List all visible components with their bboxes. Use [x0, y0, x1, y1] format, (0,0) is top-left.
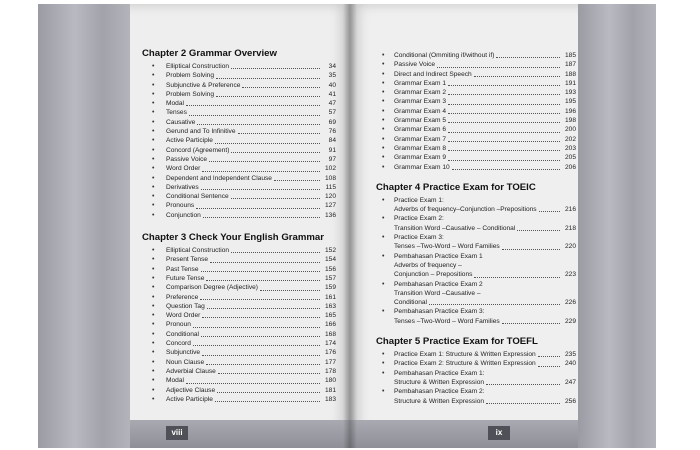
toc-entry-heading: • Pembahasan Practice Exam 1 [394, 252, 483, 260]
chapter-title: Chapter 2 Grammar Overview [142, 48, 277, 59]
toc-entry-page: 218 [564, 224, 576, 232]
toc-list [142, 62, 336, 220]
toc-entry-row [394, 270, 576, 279]
dot-leader [517, 230, 560, 231]
toc-entry [376, 107, 576, 116]
dot-leader [201, 336, 320, 337]
dot-leader [448, 122, 560, 123]
toc-entry-row [394, 378, 576, 387]
dot-leader [448, 150, 560, 151]
toc-entry-title: Structure & Written Expression [394, 397, 485, 405]
toc-entry [376, 387, 576, 406]
chapter-title: Chapter 3 Check Your English Grammar [142, 232, 324, 244]
dot-leader [448, 132, 560, 133]
dot-leader [502, 323, 560, 324]
toc-entry [376, 116, 576, 125]
toc-entry-page: 166 [324, 321, 336, 329]
toc-entry-page: 191 [564, 79, 576, 87]
toc-entry [142, 164, 336, 173]
toc-entry-page: 174 [324, 340, 336, 348]
toc-entry-title: • Grammar Exam 5 [394, 117, 447, 125]
toc-entry-title: • Concord [166, 340, 191, 348]
toc-entry-title: • Noun Clause [166, 358, 205, 366]
toc-entry-page: 203 [564, 144, 576, 152]
right-page-number: ix [488, 426, 510, 440]
dot-leader [242, 87, 320, 88]
toc-entry [376, 196, 576, 215]
toc-chapter [142, 232, 336, 404]
toc-entry-row [394, 242, 576, 251]
toc-entry [142, 376, 336, 385]
toc-entry-title: • Active Participle [166, 395, 213, 403]
toc-entry-title: • Grammar Exam 4 [394, 107, 447, 115]
toc-entry-page: 223 [564, 271, 576, 279]
toc-entry [142, 302, 336, 311]
toc-entry-row [394, 397, 576, 406]
toc-list [376, 350, 576, 406]
toc-entry-page: 156 [324, 265, 336, 273]
toc-entry-title: Conditional [394, 299, 427, 307]
toc-entry [376, 359, 576, 368]
toc-entry-page: 34 [328, 63, 336, 70]
toc-entry-title: • Pronouns [166, 202, 195, 210]
dot-leader [486, 384, 560, 385]
dot-leader [202, 317, 320, 318]
toc-entry-heading: • Practice Exam 2: [394, 215, 444, 223]
dot-leader [448, 104, 560, 105]
toc-list [142, 246, 336, 404]
toc-entry [142, 274, 336, 283]
toc-entry [376, 135, 576, 144]
open-book [38, 4, 656, 448]
toc-entry-title: • Conditional Sentence [166, 193, 229, 201]
dot-leader [429, 304, 560, 305]
toc-entry-title: • Grammar Exam 10 [394, 163, 450, 171]
toc-entry-page: 136 [324, 211, 336, 219]
toc-entry-heading: • Practice Exam 3: [394, 234, 444, 242]
toc-entry-page: 163 [324, 302, 336, 310]
dot-leader [193, 345, 320, 346]
toc-entry [142, 183, 336, 192]
toc-entry-title: • Word Order [166, 165, 201, 173]
toc-entry-title: • Concord (Agreement) [166, 146, 230, 154]
toc-entry-heading: • Practice Exam 1: [394, 196, 444, 204]
right-page [350, 4, 656, 448]
toc-entry-page: 205 [564, 154, 576, 162]
toc-entry [376, 214, 576, 233]
dot-leader [193, 327, 320, 328]
toc-entry [142, 174, 336, 183]
dot-leader [216, 78, 320, 79]
left-page-side-band [38, 4, 130, 448]
dot-leader [474, 76, 560, 77]
dot-leader [486, 403, 560, 404]
dot-leader [496, 57, 560, 58]
toc-entry-title: • Problem Solving [166, 72, 215, 80]
toc-chapter [142, 48, 336, 220]
toc-entry-title: • Dependent and Independent Clause [166, 174, 272, 182]
toc-entry-title: • Pronoun [166, 321, 191, 329]
dot-leader [206, 280, 320, 281]
toc-entry-page: 41 [328, 90, 336, 98]
toc-entry-title: • Conditional [166, 330, 199, 338]
toc-entry-page: 97 [328, 155, 336, 163]
toc-entry-title: Adverbs of frequency–Conjunction –Prepositions [394, 206, 537, 214]
dot-leader [448, 85, 560, 86]
toc-entry [142, 127, 336, 136]
toc-entry-page: 200 [564, 126, 576, 134]
toc-entry [142, 330, 336, 339]
toc-entry-title: • Passive Voice [166, 155, 208, 163]
toc-entry-row [394, 359, 576, 368]
toc-entry [142, 192, 336, 201]
toc-entry [142, 211, 336, 220]
toc-entry-page: 206 [564, 163, 576, 171]
toc-entry-title: • Adjective Clause [166, 386, 216, 394]
dot-leader [201, 271, 320, 272]
toc-entry-page: 161 [324, 293, 336, 301]
dot-leader [186, 383, 320, 384]
toc-entry-title: • Adverbial Clause [166, 367, 216, 375]
toc-entry [142, 293, 336, 302]
toc-entry-page: 193 [564, 89, 576, 97]
toc-entry-page: 47 [328, 100, 336, 108]
dot-leader [231, 252, 320, 253]
toc-chapter-toefl [376, 336, 576, 406]
left-page-contents [142, 48, 336, 404]
toc-entry-title: • Modal [166, 377, 184, 385]
dot-leader [209, 161, 320, 162]
toc-entry [142, 90, 336, 99]
toc-entry [376, 307, 576, 326]
toc-entry [142, 71, 336, 80]
toc-entry-title: • Gerund and To Infinitive [166, 128, 236, 136]
toc-entry-row [394, 317, 576, 326]
toc-entry-title: • Subjunctive [166, 349, 201, 357]
toc-entry-title: • Derivatives [166, 183, 199, 191]
toc-entry-title: • Causative [166, 118, 196, 126]
toc-list [376, 51, 576, 172]
toc-entry-title: • Passive Voice [394, 61, 436, 69]
toc-entry [142, 155, 336, 164]
toc-entry-page: 183 [324, 395, 336, 403]
toc-entry-title: • Conditional (Ommiting if/without if) [394, 52, 495, 59]
toc-entry-page: 120 [324, 193, 336, 201]
right-page-contents [376, 51, 576, 406]
toc-entry [142, 367, 336, 376]
toc-entry-page: 220 [564, 243, 576, 251]
dot-leader [207, 308, 320, 309]
right-page-bottom-band [350, 420, 578, 448]
toc-entry [376, 51, 576, 60]
toc-entry [376, 233, 576, 252]
dot-leader [437, 67, 560, 68]
toc-entry [376, 88, 576, 97]
toc-entry [376, 144, 576, 153]
toc-entry [142, 146, 336, 155]
toc-entry-page: 127 [324, 202, 336, 210]
toc-entry-page: 229 [564, 317, 576, 325]
dot-leader [231, 198, 320, 199]
toc-entry [142, 118, 336, 127]
toc-entry-page: 76 [328, 128, 336, 136]
dot-leader [201, 189, 320, 190]
toc-entry-title: • Elliptical Construction [166, 247, 230, 255]
toc-entry-heading-continued: Adverbs of frequency – [394, 261, 462, 269]
toc-entry [376, 252, 576, 280]
toc-entry-title: • Practice Exam 2: Structure & Written Expression [394, 360, 536, 368]
toc-entry-title: • Subjunctive & Preference [166, 81, 241, 89]
dot-leader [231, 152, 320, 153]
toc-entry [142, 358, 336, 367]
dot-leader [202, 171, 320, 172]
toc-entry [376, 60, 576, 69]
dot-leader [217, 392, 320, 393]
dot-leader [538, 356, 560, 357]
dot-leader [202, 355, 320, 356]
toc-entry [142, 136, 336, 145]
toc-entry [142, 348, 336, 357]
toc-entry-title: • Problem Solving [166, 90, 215, 98]
dot-leader [539, 211, 560, 212]
toc-entry-title: • Past Tense [166, 265, 199, 273]
toc-entry-page: 176 [324, 349, 336, 357]
left-page [38, 4, 350, 448]
toc-entry-title: Structure & Written Expression [394, 378, 485, 386]
toc-entry [142, 62, 336, 71]
dot-leader [538, 366, 560, 367]
dot-leader [210, 262, 320, 263]
toc-entry-page: 84 [328, 137, 336, 145]
toc-entry-title: • Future Tense [166, 274, 205, 282]
toc-entry-page: 178 [324, 367, 336, 375]
dot-leader [218, 373, 320, 374]
dot-leader [238, 133, 320, 134]
toc-entry-heading-continued: Transition Word –Causative – [394, 289, 481, 297]
chapter-title: Chapter 5 Practice Exam for TOEFL [376, 336, 538, 348]
toc-entry [376, 97, 576, 106]
toc-entry-page: 235 [564, 351, 576, 359]
toc-entry-row [394, 350, 576, 359]
toc-entry-page: 240 [564, 360, 576, 368]
toc-entry-page: 69 [328, 118, 336, 126]
toc-entry-page: 177 [324, 358, 336, 366]
toc-entry-title: • Grammar Exam 2 [394, 89, 447, 97]
toc-entry-page: 185 [564, 52, 576, 59]
toc-entry-title: • Grammar Exam 8 [394, 144, 447, 152]
toc-entry-heading: • Pembahasan Practice Exam 3: [394, 308, 485, 316]
toc-entry [142, 265, 336, 274]
toc-entry-title: • Present Tense [166, 256, 209, 264]
toc-entry [376, 70, 576, 79]
toc-entry-page: 198 [564, 117, 576, 125]
toc-entry-page: 157 [324, 274, 336, 282]
toc-entry [142, 386, 336, 395]
toc-entry-page: 108 [324, 174, 336, 182]
dot-leader [216, 96, 320, 97]
toc-entry-title: Tenses –Two-Word – Word Families [394, 317, 500, 325]
toc-entry [142, 99, 336, 108]
toc-entry-title: • Question Tag [166, 302, 205, 310]
toc-entry-page: 226 [564, 299, 576, 307]
toc-entry [142, 320, 336, 329]
toc-entry-page: 188 [564, 70, 576, 78]
toc-entry-page: 168 [324, 330, 336, 338]
toc-entry-title: • Practice Exam 1: Structure & Written Expression [394, 351, 536, 359]
toc-entry-page: 187 [564, 61, 576, 69]
toc-entry [142, 201, 336, 210]
dot-leader [474, 277, 560, 278]
toc-entry-page: 57 [328, 109, 336, 117]
book-gutter [343, 4, 357, 448]
toc-entry-title: Tenses –Two-Word – Word Families [394, 243, 500, 251]
toc-entry [142, 395, 336, 404]
toc-entry [142, 339, 336, 348]
toc-entry-title: • Elliptical Construction [166, 63, 230, 70]
toc-entry-page: 195 [564, 98, 576, 106]
right-page-side-band [578, 4, 656, 448]
dot-leader [215, 143, 320, 144]
toc-entry-heading: • Pembahasan Practice Exam 2 [394, 280, 483, 288]
toc-entry-title: • Word Order [166, 312, 201, 320]
toc-entry-title: • Active Participle [166, 137, 213, 145]
toc-entry-title: • Grammar Exam 9 [394, 154, 447, 162]
toc-entry [376, 79, 576, 88]
dot-leader [197, 124, 320, 125]
toc-entry-page: 154 [324, 256, 336, 264]
dot-leader [452, 169, 560, 170]
dot-leader [502, 249, 560, 250]
toc-entry-row [394, 298, 576, 307]
toc-entry [142, 311, 336, 320]
dot-leader [448, 141, 560, 142]
dot-leader [448, 160, 560, 161]
dot-leader [231, 68, 320, 69]
toc-entry-page: 102 [324, 165, 336, 173]
toc-entry-page: 196 [564, 107, 576, 115]
dot-leader [196, 208, 320, 209]
toc-entry [376, 369, 576, 388]
toc-entry-page: 256 [564, 397, 576, 405]
dot-leader [260, 290, 320, 291]
toc-entry [142, 246, 336, 255]
left-page-number: viii [166, 426, 188, 440]
toc-entry-page: 181 [324, 386, 336, 394]
toc-entry-page: 216 [564, 206, 576, 214]
toc-entry-page: 202 [564, 135, 576, 143]
toc-entry [376, 153, 576, 162]
toc-entry-page: 165 [324, 312, 336, 320]
toc-entry-title: Conjunction – Prepositions [394, 271, 473, 279]
toc-entry-title: • Preference [166, 293, 199, 301]
left-page-bottom-band [130, 420, 350, 448]
toc-entry [376, 163, 576, 172]
toc-entry-title: • Grammar Exam 3 [394, 98, 447, 106]
toc-list [376, 196, 576, 326]
toc-entry-page: 247 [564, 378, 576, 386]
toc-entry-title: • Grammar Exam 7 [394, 135, 447, 143]
toc-entry-row [394, 205, 576, 214]
dot-leader [448, 113, 560, 114]
dot-leader [274, 180, 320, 181]
chapter-title: Chapter 4 Practice Exam for TOEIC [376, 181, 536, 193]
toc-entry-page: 40 [328, 81, 336, 89]
toc-entry-page: 91 [328, 146, 336, 154]
toc-entry [376, 280, 576, 308]
toc-entry-page: 159 [324, 284, 336, 292]
dot-leader [200, 299, 320, 300]
toc-entry [376, 125, 576, 134]
toc-entry-title: • Direct and Indirect Speech [394, 70, 472, 78]
toc-entry-page: 180 [324, 377, 336, 385]
toc-entry [376, 350, 576, 359]
toc-entry-title: • Comparison Degree (Adjective) [166, 284, 258, 292]
toc-entry-heading: • Pembahasan Practice Exam 2: [394, 388, 485, 396]
dot-leader [215, 401, 320, 402]
toc-entry-heading: • Pembahasan Practice Exam 1: [394, 369, 485, 377]
toc-chapter-continued [376, 51, 576, 172]
toc-entry-title: • Modal [166, 100, 184, 108]
toc-entry-title: • Conjunction [166, 211, 201, 219]
dot-leader [206, 364, 320, 365]
toc-entry [142, 283, 336, 292]
toc-entry-page: 115 [325, 183, 336, 191]
toc-entry [142, 81, 336, 90]
toc-entry-title: • Tenses [166, 109, 187, 117]
toc-entry-title: Transition Word –Causative – Conditional [394, 224, 516, 232]
dot-leader [186, 105, 320, 106]
toc-entry-title: • Grammar Exam 6 [394, 126, 447, 134]
toc-entry-page: 152 [324, 247, 336, 255]
toc-entry [142, 108, 336, 117]
toc-entry-page: 35 [328, 72, 336, 80]
dot-leader [189, 115, 320, 116]
toc-entry-title: • Grammar Exam 1 [394, 79, 447, 87]
dot-leader [203, 217, 320, 218]
toc-chapter-toeic [376, 182, 576, 326]
dot-leader [448, 94, 560, 95]
toc-entry-row [394, 224, 576, 233]
toc-entry [142, 255, 336, 264]
